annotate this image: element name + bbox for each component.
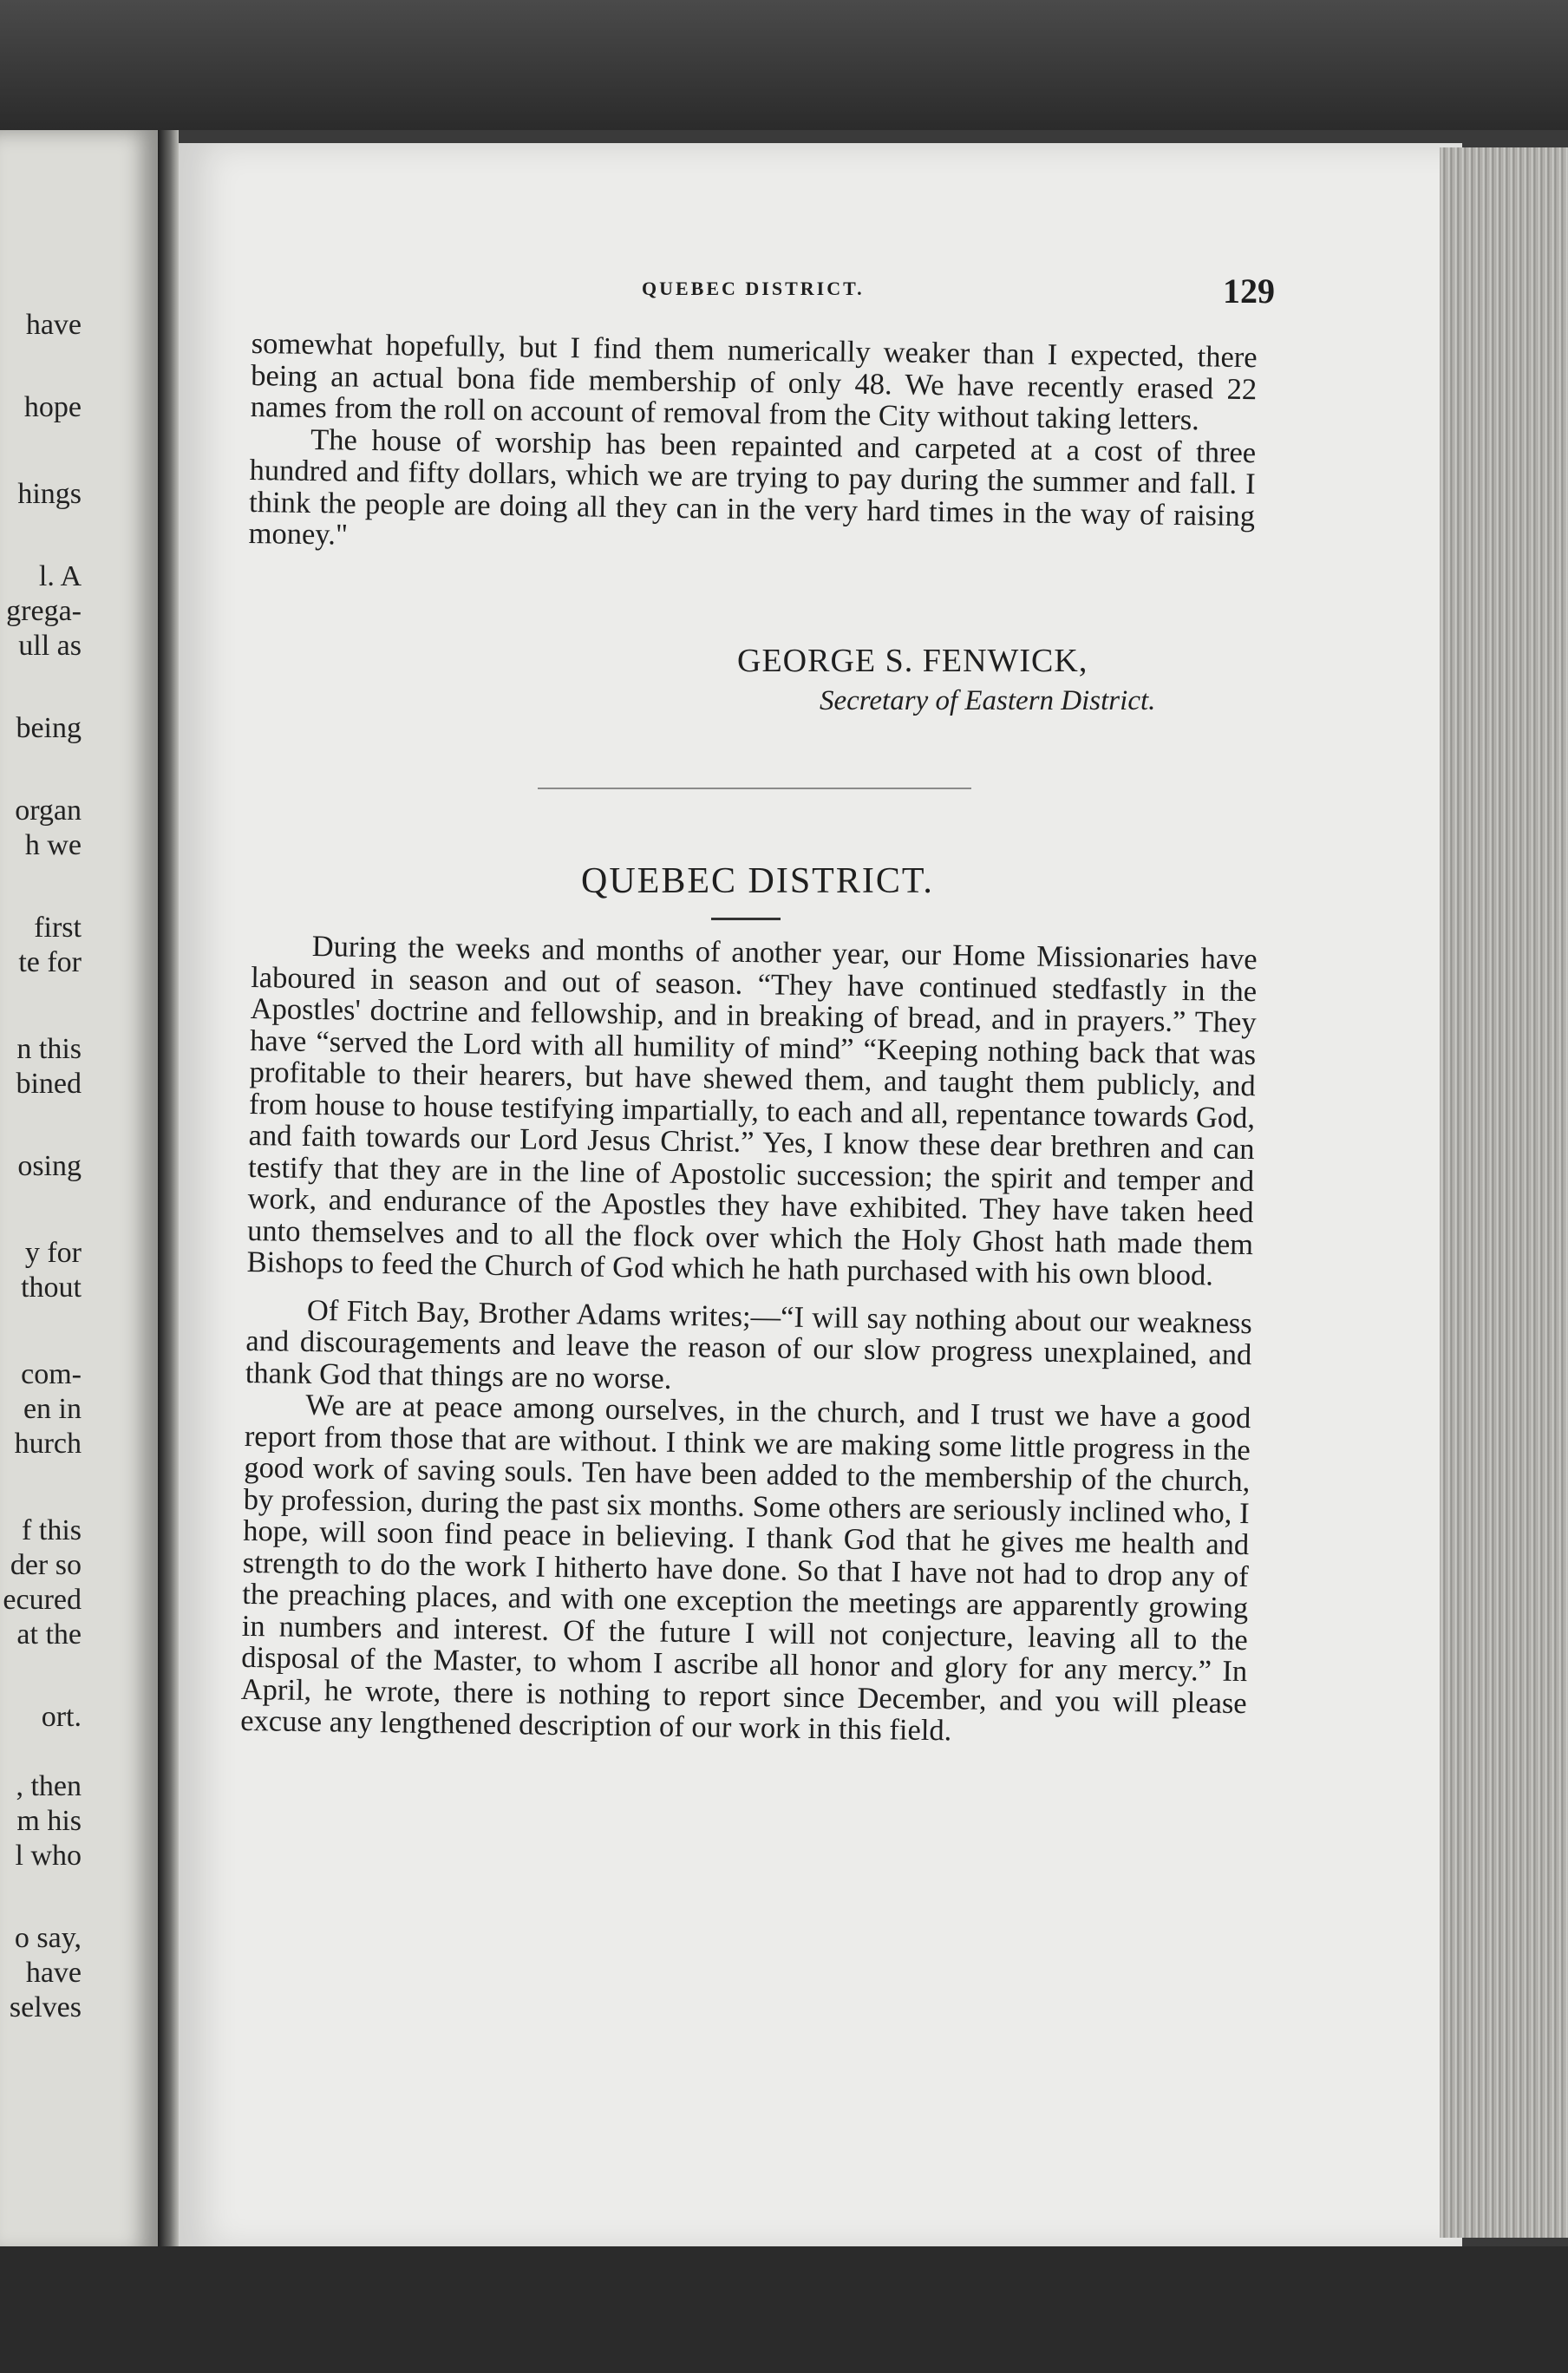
left-line-fragment: have xyxy=(25,1957,82,1989)
paragraph: Of Fitch Bay, Brother Adams writes;—“I will say nothing about our weakness and discouragements and leave the reason of our slow progress unexplained, and thank God that things are no worse. xyxy=(245,1293,1253,1396)
running-head: QUEBEC DISTRICT. xyxy=(642,278,865,299)
section-body xyxy=(240,930,1258,1751)
left-line-fragment: f this xyxy=(22,1514,82,1546)
scan-background-bottom xyxy=(0,2246,1568,2373)
left-line-fragment: ecured xyxy=(3,1584,82,1616)
left-line-fragment: have xyxy=(25,309,82,341)
paragraph: The house of worship has been repainted and carpeted at a cost of three hundred and fifty dollars, which we are trying to pay during the summer and fall. I think the people are doing all they can in the very hard times in the way of raising money." xyxy=(248,422,1257,552)
left-line-fragment: l who xyxy=(15,1840,82,1872)
left-line-fragment: te for xyxy=(18,946,82,978)
left-line-fragment: first xyxy=(34,912,82,944)
left-line-fragment: bined xyxy=(16,1068,82,1100)
left-line-fragment: hope xyxy=(23,391,82,423)
page-number: 129 xyxy=(1223,271,1275,311)
left-line-fragment: o say, xyxy=(14,1922,82,1954)
paragraph: We are at peace among ourselves, in the church, and I trust we have a good report from those that are without. I think we are making some little progress in the good work of saving souls. Ten have been added to the membership of the church, by profession, during the past six months. Some others are seriously inclined who, I hope, will soon find peace in believing. I thank God that he gives me health and strength to do the work I hitherto have done. So that I have not had to drop any of the preaching places, and with one exception the meetings are apparently growing in numbers and interest. Of the future I will not conjecture, leaving all to the disposal of the Master, to whom I ascribe all honor and glory for any mercy.” In April, he wrote, there is nothing to report since December, and you will please excuse any lengthened description of our work in this field. xyxy=(240,1388,1251,1748)
left-line-fragment: osing xyxy=(17,1150,82,1182)
left-line-fragment: being xyxy=(16,712,82,744)
left-line-fragment: thout xyxy=(21,1271,82,1304)
left-line-fragment: der so xyxy=(10,1549,82,1581)
continuation-text xyxy=(248,328,1257,564)
title-underline xyxy=(711,918,781,920)
left-line-fragment: ull as xyxy=(18,630,82,662)
left-line-fragment: h we xyxy=(24,829,82,861)
book-gutter xyxy=(158,130,179,2255)
left-line-fragment: , then xyxy=(16,1770,82,1802)
signature-name: GEORGE S. FENWICK, xyxy=(737,643,1088,679)
paragraph: During the weeks and months of another year, our Home Missionaries have laboured in season and out of season. “They have continued stedfastly in the Apostles' doctrine and fellowship, and in breaking of bread, and in prayers.” They have “served the Lord with all humility of mind” “Keeping nothing back that was profitable to their hearers, but have shewed them, and taught them publicly, and from house to house testifying impartially, to each and all, repentance towards God, and faith towards our Lord Jesus Christ.” Yes, I know these dear brethren and can testify that they are in the line of Apostolic succession; the spirit and temper and work, and endurance of the Apostles they have exhibited. They have taken heed unto themselves and to all the flock over which the Holy Ghost hath made them Bishops to feed the Church of God which he hath purchased with his own blood. xyxy=(246,929,1258,1292)
scan-background-top xyxy=(0,0,1568,130)
left-line-fragment: hings xyxy=(17,478,82,510)
left-page xyxy=(0,130,158,2255)
left-line-fragment: hurch xyxy=(14,1428,82,1460)
left-line-fragment: y for xyxy=(24,1237,82,1269)
section-title: QUEBEC DISTRICT. xyxy=(581,861,934,901)
left-line-fragment: ort. xyxy=(41,1701,82,1733)
left-line-fragment: l. A xyxy=(38,560,82,592)
left-line-fragment: at the xyxy=(16,1618,82,1651)
left-line-fragment: grega- xyxy=(6,595,82,627)
page-edges xyxy=(1440,147,1568,2238)
left-line-fragment: en in xyxy=(23,1393,82,1425)
paragraph: somewhat hopefully, but I find them numerically weaker than I expected, there being an actual bona fide membership of only 48. We have recently erased 22 names from the roll on account of removal from the City without taking letters. xyxy=(250,327,1258,437)
left-line-fragment: organ xyxy=(15,794,82,827)
left-line-fragment: m his xyxy=(16,1805,82,1837)
left-line-fragment: selves xyxy=(9,1991,82,2023)
page-header xyxy=(468,271,1275,316)
left-line-fragment: n this xyxy=(16,1033,82,1065)
left-line-fragment: com- xyxy=(21,1358,82,1390)
signature-title: Secretary of Eastern District. xyxy=(820,685,1156,716)
section-divider xyxy=(538,788,971,789)
